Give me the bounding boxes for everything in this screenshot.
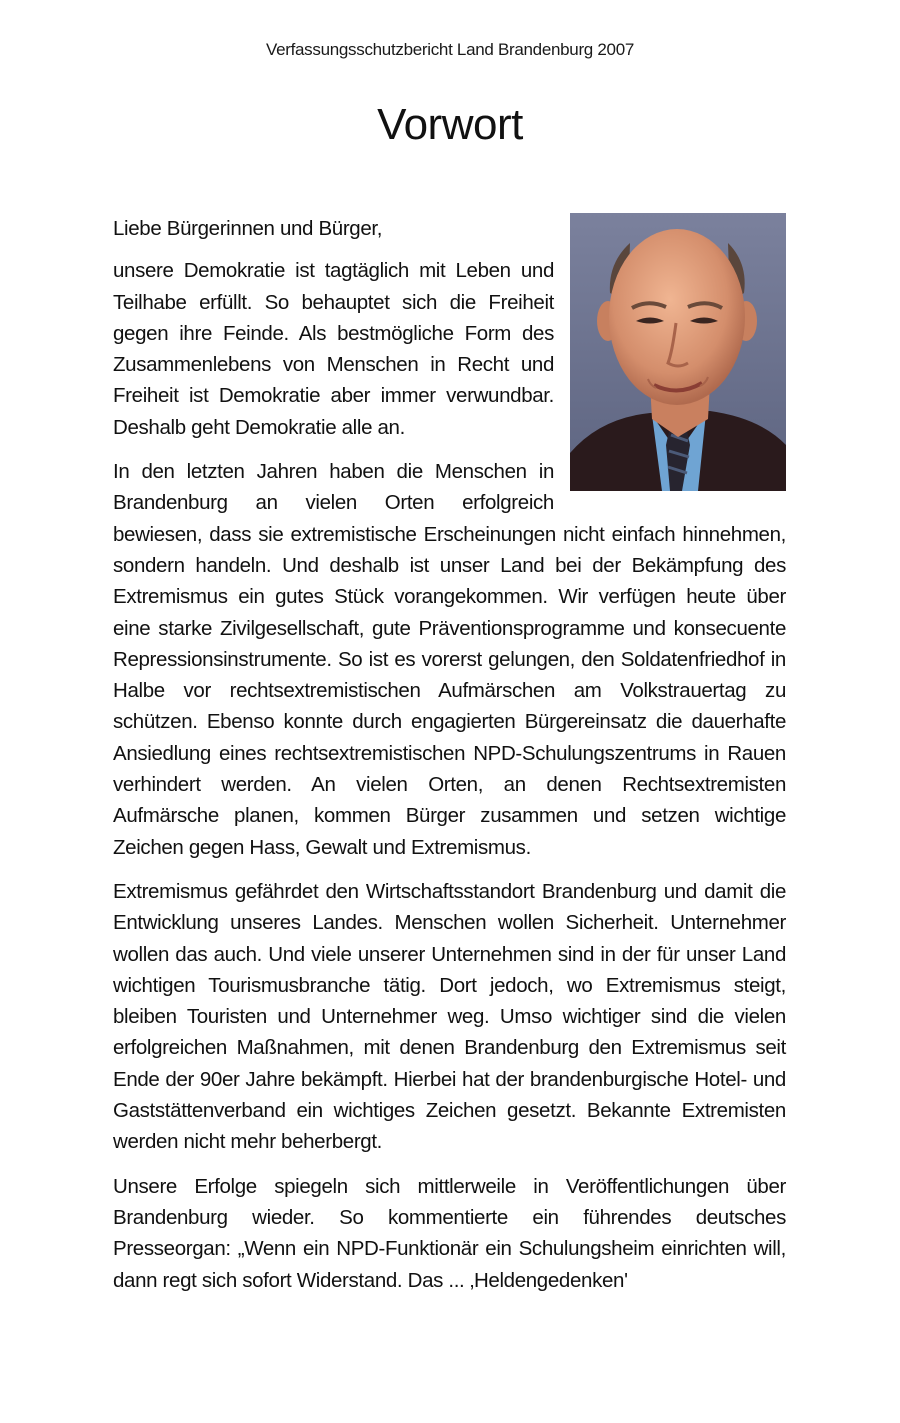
foreword-text xyxy=(113,213,786,1309)
page-title: Vorwort xyxy=(377,100,523,149)
paragraph-1: unsere Demokratie ist tagtäglich mit Leben und Teilhabe erfüllt. So behauptet sich die Freiheit gegen ihre Feinde. Als bestmögliche Form des Zusammenlebens von Menschen in Recht und Freiheit ist Demokratie aber immer verwundbar. Deshalb geht Demokratie alle an. xyxy=(113,259,554,439)
salutation: Liebe Bürgerinnen und Bürger, xyxy=(113,217,383,240)
running-header: Verfassungsschutzbericht Land Brandenburg 2007 xyxy=(265,40,635,59)
paragraph-4: Unsere Erfolge spiegeln sich mittlerweile in Veröffentlichungen über Brandenburg wieder. So kommentierte ein führendes deutsches Presseorgan: „Wenn ein NPD-Funktionär ein Schulungsheim einrichten will, dann regt sich sofort Widerstand. Das ... ‚Heldengedenken' xyxy=(113,1174,786,1292)
paragraph-2: In den letzten Jahren haben die Menschen in Brandenburg an vielen Orten erfolgreich bewiesen, dass sie extremistische Erscheinungen nicht einfach hinnehmen, sondern handeln. Und deshalb ist unser Land bei der Bekämpfung des Extremismus ein gutes Stück vorangekommen. Wir verfügen heute über eine starke Zivilgesellschaft, gute Präventionsprogramme und konsecuente Repressionsinstrumente. So ist es vorerst gelungen, den Soldatenfriedhof in Halbe vor rechtsextremistischen Aufmärschen am Volkstrauertag zu schützen. Ebenso konnte durch engagierten Bürgereinsatz die dauerhafte Ansiedlung eines rechtsextremistischen NPD-Schulungszentrums in Rauen verhindert werden. An vielen Orten, an denen Rechtsextremisten Aufmärsche planen, kommen Bürger zusammen und setzen wichtige Zeichen gegen Hass, Gewalt und Extremismus. xyxy=(113,460,786,859)
portrait-photo xyxy=(570,213,786,491)
paragraph-3: Extremismus gefährdet den Wirtschaftsstandort Brandenburg und damit die Entwicklung unseres Landes. Menschen wollen Sicherheit. Unternehmer wollen das auch. Und viele unserer Unternehmen sind in der für unser Land wichtigen Tourismusbranche tätig. Dort jedoch, wo Extremismus steigt, bleiben Touristen und Unternehmer weg. Umso wichtiger sind die vielen erfolgreichen Maßnahmen, mit denen Brandenburg den Extremismus seit Ende der 90er Jahre bekämpft. Hierbei hat der brandenburgische Hotel- und Gaststättenverband ein wichtiges Zeichen gesetzt. Bekannte Extremisten werden nicht mehr beherbergt. xyxy=(113,879,786,1154)
